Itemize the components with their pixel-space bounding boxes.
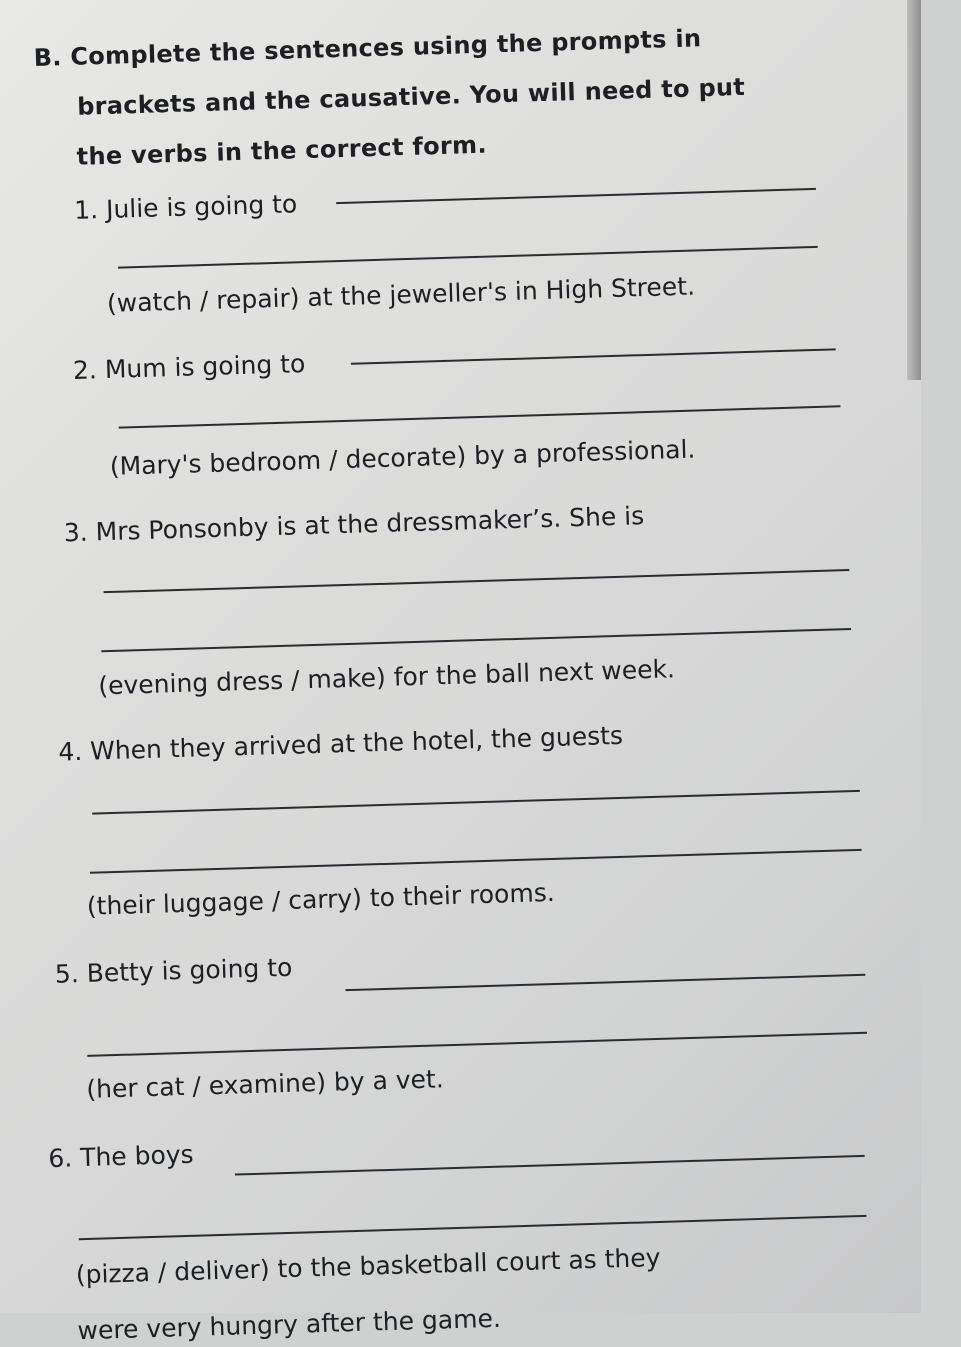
item-lead: Julie is going to: [105, 189, 298, 224]
item-prompt: (evening dress / make) for the ball next week.: [97, 654, 676, 701]
item-number: 6.: [47, 1143, 73, 1174]
item-lead: Betty is going to: [86, 952, 293, 988]
answer-blank[interactable]: [351, 348, 836, 364]
answer-blank[interactable]: [92, 790, 860, 815]
item-lead: The boys: [79, 1139, 195, 1173]
answer-blank[interactable]: [336, 188, 816, 204]
item-number: 5.: [54, 959, 80, 989]
item-lead: When they arrived at the hotel, the guests: [89, 720, 624, 766]
item-prompt: (watch / repair) at the jeweller's in High Street.: [106, 271, 696, 318]
item-prompt-continued: were very hungry after the game.: [77, 1303, 502, 1346]
instruction-line-3: the verbs in the correct form.: [76, 130, 488, 171]
answer-blank[interactable]: [87, 1032, 867, 1057]
answer-blank[interactable]: [90, 849, 862, 874]
answer-blank[interactable]: [345, 974, 865, 991]
instruction-line-2: brackets and the causative. You will need to put: [76, 72, 746, 121]
answer-blank[interactable]: [101, 628, 851, 652]
answer-blank[interactable]: [104, 569, 850, 593]
answer-blank[interactable]: [235, 1155, 865, 1176]
item-number: 1.: [73, 195, 99, 225]
instruction-line-1: B. Complete the sentences using the prompts in: [33, 24, 702, 73]
answer-blank[interactable]: [119, 405, 841, 428]
item-lead: Mum is going to: [104, 349, 306, 385]
item-prompt: (her cat / examine) by a vet.: [85, 1064, 445, 1104]
item-number: 4.: [57, 736, 83, 767]
answer-blank[interactable]: [79, 1215, 867, 1240]
item-prompt: (Mary's bedroom / decorate) by a professional.: [109, 434, 696, 481]
item-number: 3.: [63, 517, 89, 548]
answer-blank[interactable]: [118, 246, 818, 269]
item-number: 2.: [72, 355, 98, 385]
item-lead: Mrs Ponsonby is at the dressmaker’s. She is: [95, 501, 645, 547]
item-prompt: (pizza / deliver) to the basketball court as they: [75, 1242, 661, 1290]
item-prompt: (their luggage / carry) to their rooms.: [86, 877, 556, 921]
